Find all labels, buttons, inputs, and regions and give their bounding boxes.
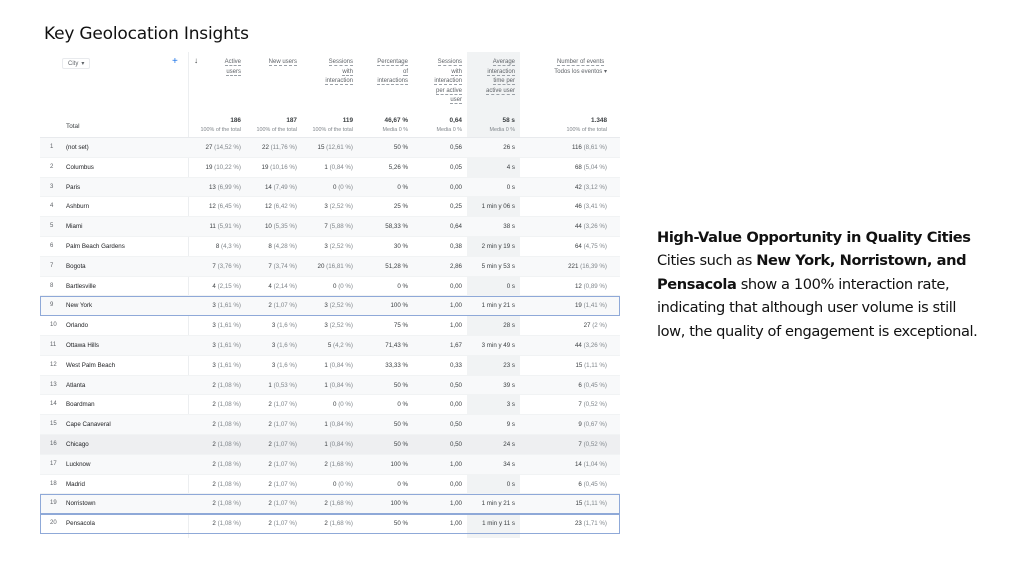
sessions-with-interaction-cell: 1 (0,84 %) [324,163,353,171]
interaction-rate-cell: 100 % [390,460,408,468]
interaction-rate-cell: 30 % [393,242,408,250]
events-cell: 6 (0,45 %) [578,381,607,389]
interaction-rate-cell: 0 % [397,480,408,488]
active-users-cell: 27 (14,52 %) [205,144,241,151]
geolocation-report-table [40,52,620,538]
events-cell: 68 (5,04 %) [574,163,607,171]
events-cell: 46 (3,41 %) [574,203,607,211]
active-users-cell: 2 (1,08 %) [212,381,241,389]
sessions-per-user-cell: 0,50 [449,421,462,429]
new-users-cell: 14 (7,49 %) [264,183,297,191]
total-label: Total [66,123,80,130]
sessions-with-interaction-cell: 3 (2,52 %) [324,302,353,310]
new-users-cell: 2 (1,07 %) [268,421,297,429]
average-time-cell: 0 s [506,183,515,191]
row-index: 7 [50,262,54,269]
sessions-per-user-cell: 1,00 [449,520,462,528]
total-sessions-per-user: 0,64 Media 0 % [436,117,462,133]
table-header [40,52,620,112]
total-active-users: 186 100% of the total [200,117,241,133]
total-average-time: 58 s Media 0 % [489,117,515,133]
city-name[interactable]: Paris [66,183,81,191]
sessions-per-user-cell: 0,50 [449,381,462,389]
table-row[interactable] [40,395,620,415]
events-cell: 116 (8,61 %) [572,144,607,151]
insight-cities: New York, Norristown, and Pensacola [657,252,967,293]
interaction-rate-cell: 50 % [393,520,408,528]
city-name[interactable]: Bogota [66,262,86,270]
events-cell: 19 (1,41 %) [574,302,607,310]
city-name[interactable]: Columbus [66,163,94,171]
sessions-with-interaction-cell: 1 (0,84 %) [324,440,353,448]
active-users-cell: 2 (1,08 %) [212,440,241,448]
column-header-active-users[interactable]: Active users [224,59,241,75]
total-events: 1.348 100% of the total [566,117,607,133]
table-row[interactable] [40,237,620,257]
interaction-rate-cell: 100 % [390,302,408,310]
interaction-rate-cell: 58,33 % [385,223,408,231]
interaction-rate-cell: 50 % [393,440,408,448]
active-users-cell: 2 (1,08 %) [212,500,241,508]
row-index: 19 [50,500,57,507]
sessions-with-interaction-cell: 7 (5,88 %) [324,223,353,231]
table-row[interactable] [40,257,620,277]
city-name[interactable]: Miami [66,223,83,231]
city-name[interactable]: Ashburn [66,203,90,211]
average-time-cell: 23 s [503,361,515,369]
active-users-cell: 11 (5,91 %) [209,223,241,231]
sort-descending-icon[interactable]: ↓ [194,56,198,65]
table-row[interactable] [40,336,620,356]
row-index: 17 [50,460,57,467]
new-users-cell: 12 (6,42 %) [264,203,297,211]
sessions-per-user-cell: 0,38 [449,242,462,250]
table-row[interactable] [40,178,620,198]
dimension-label: City [68,60,79,67]
sessions-per-user-cell: 1,00 [449,322,462,330]
sessions-per-user-cell: 1,00 [449,500,462,508]
interaction-rate-cell: 0 % [397,183,408,191]
sessions-with-interaction-cell: 5 (4,2 %) [327,341,353,349]
average-time-cell: 26 s [503,144,515,151]
row-index: 13 [50,381,57,388]
table-row[interactable] [40,217,620,237]
total-new-users: 187 100% of the total [256,117,297,133]
row-index: 14 [50,401,57,408]
sessions-with-interaction-cell: 2 (1,68 %) [324,460,353,468]
table-row[interactable] [40,514,620,534]
city-name[interactable]: (not set) [66,144,89,151]
average-time-cell: 34 s [503,460,515,468]
city-name[interactable]: Boardman [66,401,95,409]
new-users-cell: 2 (1,07 %) [268,302,297,310]
new-users-cell: 1 (0,53 %) [268,381,297,389]
average-time-cell: 4 s [506,163,515,171]
city-name[interactable]: Cape Canaveral [66,421,111,429]
sessions-with-interaction-cell: 3 (2,52 %) [324,203,353,211]
interaction-rate-cell: 51,28 % [385,262,408,270]
average-time-cell: 1 min y 11 s [482,520,515,528]
insight-body: show a 100% interaction rate, indicating that although user volume is still low, the quality of engagement is exceptional. [657,275,978,340]
column-header-new-users[interactable]: New users [268,59,297,65]
sessions-per-user-cell: 0,00 [449,480,462,488]
events-cell: 221 (16,39 %) [568,262,607,270]
table-row[interactable] [40,475,620,495]
new-users-cell: 3 (1,6 %) [271,361,297,369]
average-time-cell: 0 s [506,282,515,290]
active-users-cell: 3 (1,61 %) [212,322,241,330]
row-index: 2 [50,163,54,170]
total-sessions-with-interaction: 119 100% of the total [312,117,353,133]
new-users-cell: 2 (1,07 %) [268,440,297,448]
sessions-per-user-cell: 0,00 [449,282,462,290]
sessions-per-user-cell: 1,00 [449,302,462,310]
add-dimension-icon[interactable]: + [172,56,178,67]
new-users-cell: 8 (4,28 %) [268,242,297,250]
sessions-with-interaction-cell: 0 (0 %) [333,480,353,488]
events-cell: 14 (1,04 %) [574,460,607,468]
insight-text-block [657,226,987,343]
table-row[interactable] [40,415,620,435]
new-users-cell: 2 (1,07 %) [268,401,297,409]
column-header-percentage-of-interactions[interactable]: Percentage of interactions [377,59,408,84]
average-time-cell: 2 min y 19 s [481,242,515,250]
table-row[interactable] [40,435,620,455]
sessions-with-interaction-cell: 15 (12,61 %) [317,144,353,151]
city-name[interactable]: West Palm Beach [66,361,116,369]
table-row[interactable] [40,455,620,475]
new-users-cell: 10 (5,35 %) [264,223,297,231]
sessions-per-user-cell: 1,67 [449,341,462,349]
sessions-with-interaction-cell: 3 (2,52 %) [324,322,353,330]
city-name[interactable]: Lucknow [66,460,91,468]
sessions-with-interaction-cell: 0 (0 %) [333,183,353,191]
city-name[interactable]: Chicago [66,440,89,448]
average-time-cell: 1 min y 06 s [481,203,515,211]
average-time-cell: 1 min y 21 s [481,500,515,508]
row-index: 6 [50,242,54,249]
average-time-cell: 3 s [506,401,515,409]
row-index: 9 [50,302,54,309]
insight-heading: High-Value Opportunity in Quality Cities [657,229,971,246]
table-body [40,138,620,534]
active-users-cell: 2 (1,08 %) [212,460,241,468]
row-index: 16 [50,440,57,447]
city-name[interactable]: Norristown [66,500,96,508]
average-time-cell: 3 min y 49 s [481,341,515,349]
new-users-cell: 2 (1,07 %) [268,520,297,528]
events-cell: 27 (2 %) [583,322,607,330]
new-users-cell: 3 (1,6 %) [271,322,297,330]
sessions-with-interaction-cell: 20 (16,81 %) [317,262,353,270]
row-index: 5 [50,223,54,230]
events-cell: 44 (3,26 %) [574,341,607,349]
row-index: 1 [50,144,54,150]
interaction-rate-cell: 5,26 % [388,163,408,171]
active-users-cell: 12 (6,45 %) [208,203,241,211]
row-index: 8 [50,282,54,289]
row-index: 12 [50,361,57,368]
active-users-cell: 2 (1,08 %) [212,480,241,488]
new-users-cell: 2 (1,07 %) [268,480,297,488]
sessions-with-interaction-cell: 1 (0,84 %) [324,381,353,389]
interaction-rate-cell: 50 % [393,381,408,389]
event-filter-dropdown[interactable]: Todos los eventos ▾ [554,68,607,75]
new-users-cell: 3 (1,6 %) [271,341,297,349]
table-row[interactable] [40,197,620,217]
active-users-cell: 7 (3,76 %) [212,262,241,270]
table-row[interactable] [40,494,620,514]
row-index: 3 [50,183,54,190]
events-cell: 7 (0,52 %) [578,401,607,409]
events-cell: 12 (0,89 %) [574,282,607,290]
average-time-cell: 9 s [506,421,515,429]
active-users-cell: 4 (2,15 %) [212,282,241,290]
sessions-per-user-cell: 0,64 [449,223,462,231]
column-header-sessions-with-interaction[interactable]: Sessions with interaction [325,59,353,84]
new-users-cell: 4 (2,14 %) [268,282,297,290]
interaction-rate-cell: 0 % [397,282,408,290]
new-users-cell: 2 (1,07 %) [268,460,297,468]
table-row[interactable] [40,138,620,158]
city-name[interactable]: Atlanta [66,381,86,389]
city-name[interactable]: Pensacola [66,520,95,528]
sessions-with-interaction-cell: 2 (1,68 %) [324,500,353,508]
column-header-average-interaction-time[interactable]: Average interaction time per active user [485,59,515,94]
new-users-cell: 7 (3,74 %) [268,262,297,270]
sessions-per-user-cell: 0,25 [449,203,462,211]
average-time-cell: 1 min y 21 s [481,302,515,310]
city-name[interactable]: Bartlesville [66,282,96,290]
interaction-rate-cell: 50 % [393,421,408,429]
events-cell: 23 (1,71 %) [574,520,607,528]
city-name[interactable]: Orlando [66,322,89,330]
average-time-cell: 38 s [503,223,515,231]
sessions-with-interaction-cell: 2 (1,68 %) [324,520,353,528]
new-users-cell: 2 (1,07 %) [268,500,297,508]
table-row[interactable] [40,158,620,178]
sessions-per-user-cell: 2,86 [449,262,462,270]
sessions-with-interaction-cell: 0 (0 %) [333,401,353,409]
row-index: 18 [50,480,57,487]
interaction-rate-cell: 0 % [397,401,408,409]
active-users-cell: 2 (1,08 %) [212,520,241,528]
events-cell: 6 (0,45 %) [578,480,607,488]
sessions-with-interaction-cell: 3 (2,52 %) [324,242,353,250]
events-cell: 7 (0,52 %) [578,440,607,448]
insight-intro: Cities such as [657,252,757,270]
sessions-per-user-cell: 1,00 [449,460,462,468]
events-cell: 44 (3,26 %) [574,223,607,231]
interaction-rate-cell: 33,33 % [385,361,408,369]
dimension-selector[interactable] [62,58,90,69]
new-users-cell: 22 (11,76 %) [262,144,297,151]
city-name[interactable]: Madrid [66,480,85,488]
events-cell: 42 (3,12 %) [574,183,607,191]
average-time-cell: 0 s [506,480,515,488]
column-header-sessions-per-active-user[interactable]: Sessions with interaction per active user [434,59,462,103]
sessions-with-interaction-cell: 1 (0,84 %) [324,421,353,429]
sessions-per-user-cell: 0,00 [449,183,462,191]
active-users-cell: 3 (1,61 %) [212,341,241,349]
sessions-per-user-cell: 0,00 [449,401,462,409]
average-time-cell: 28 s [503,322,515,330]
active-users-cell: 8 (4,3 %) [215,242,241,250]
slide-title: Key Geolocation Insights [44,24,249,44]
chevron-down-icon: ▾ [81,61,85,67]
table-row[interactable] [40,356,620,376]
active-users-cell: 2 (1,08 %) [212,401,241,409]
total-percentage-interactions: 46,67 % Media 0 % [382,117,408,133]
interaction-rate-cell: 50 % [393,144,408,151]
average-time-cell: 5 min y 53 s [481,262,515,270]
interaction-rate-cell: 100 % [390,500,408,508]
new-users-cell: 19 (10,16 %) [261,163,297,171]
sessions-with-interaction-cell: 1 (0,84 %) [324,361,353,369]
sessions-with-interaction-cell: 0 (0 %) [333,282,353,290]
sessions-per-user-cell: 0,33 [449,361,462,369]
total-row [40,114,620,138]
events-cell: 9 (0,67 %) [578,421,607,429]
active-users-cell: 3 (1,61 %) [212,302,241,310]
row-index: 20 [50,520,57,527]
active-users-cell: 3 (1,61 %) [212,361,241,369]
row-index: 15 [50,421,57,428]
sessions-per-user-cell: 0,50 [449,440,462,448]
interaction-rate-cell: 71,43 % [385,341,408,349]
table-row[interactable] [40,277,620,297]
table-row[interactable] [40,376,620,396]
row-index: 4 [50,203,54,210]
row-index: 11 [50,341,57,348]
active-users-cell: 13 (6,99 %) [208,183,241,191]
row-index: 10 [50,322,57,329]
interaction-rate-cell: 25 % [393,203,408,211]
sessions-per-user-cell: 0,56 [449,144,462,151]
average-time-cell: 39 s [503,381,515,389]
city-name[interactable]: Ottawa Hills [66,341,100,349]
interaction-rate-cell: 75 % [393,322,408,330]
events-cell: 15 (1,11 %) [575,500,607,508]
events-cell: 15 (1,11 %) [575,361,607,369]
table-row[interactable] [40,316,620,336]
sessions-per-user-cell: 0,05 [449,163,462,171]
city-name[interactable]: Palm Beach Gardens [66,242,125,250]
events-cell: 64 (4,75 %) [574,242,607,250]
table-row[interactable] [40,296,620,316]
city-name[interactable]: New York [66,302,93,310]
average-time-cell: 24 s [503,440,515,448]
active-users-cell: 2 (1,08 %) [212,421,241,429]
column-header-number-of-events[interactable]: Number of events Todos los eventos ▾ [554,58,607,77]
active-users-cell: 19 (10,22 %) [205,163,241,171]
